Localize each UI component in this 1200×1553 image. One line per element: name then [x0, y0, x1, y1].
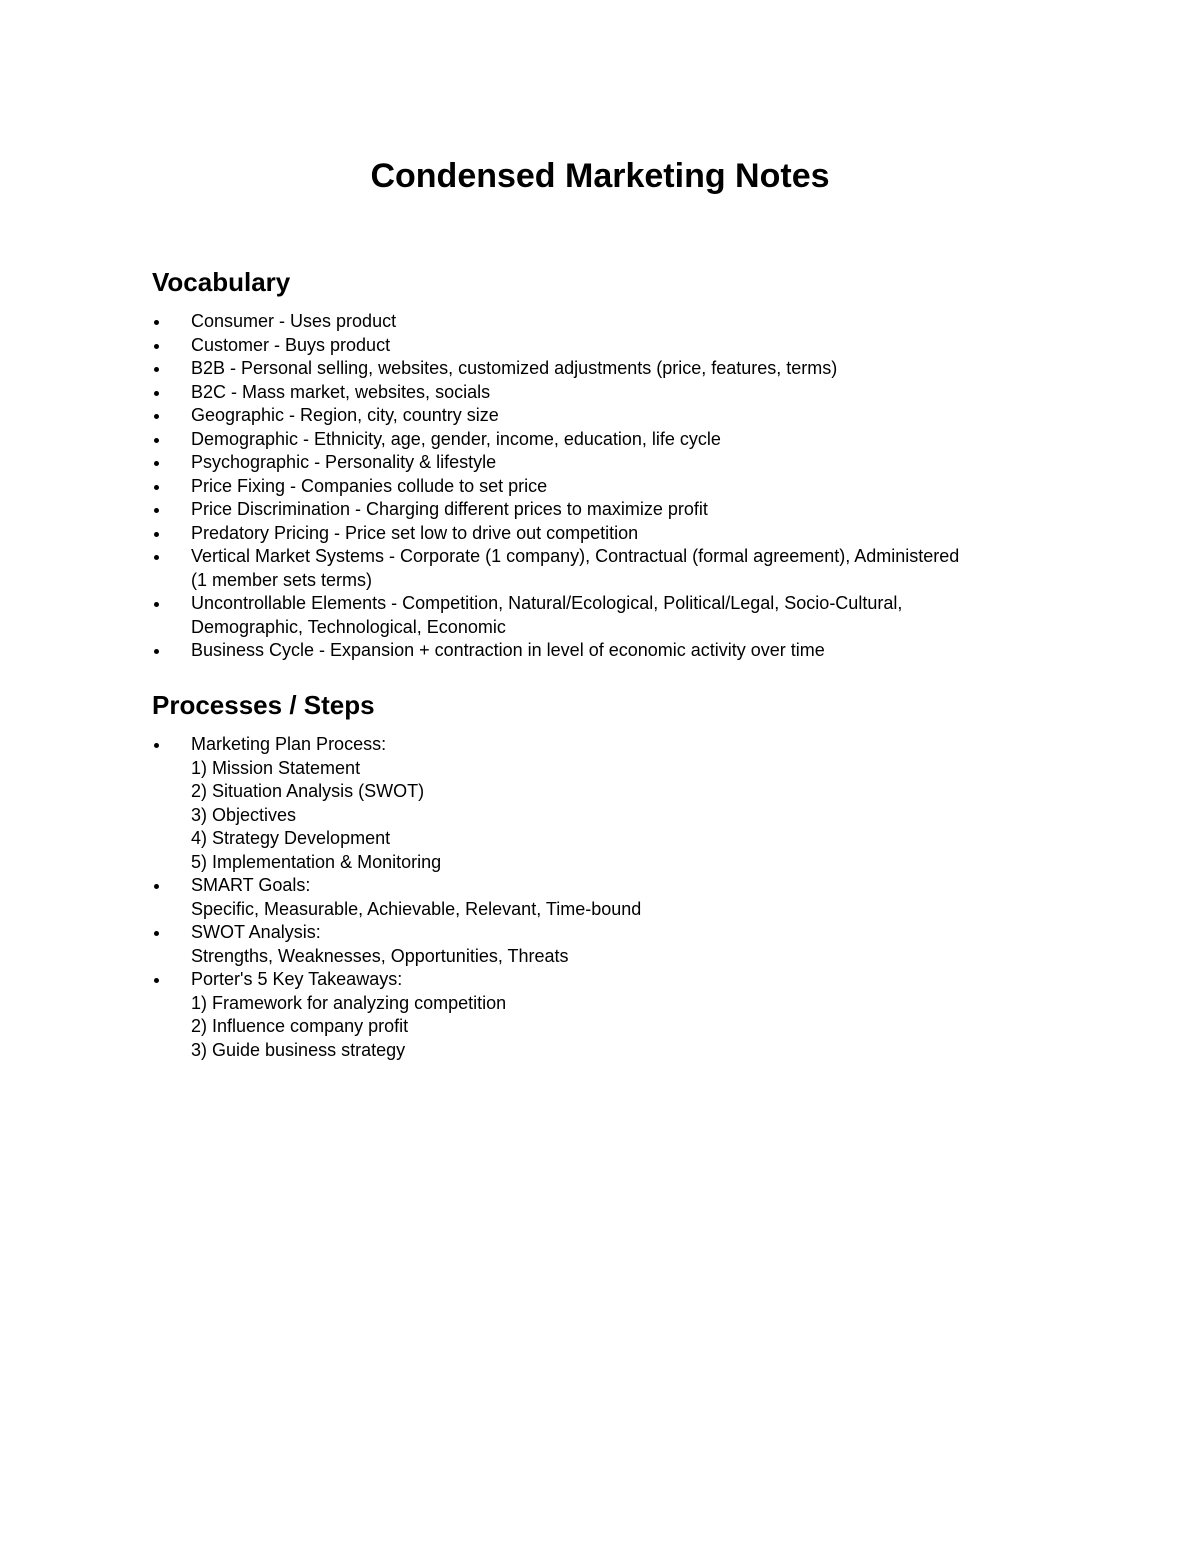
list-item-text: Predatory Pricing - Price set low to drive out competition [191, 522, 639, 543]
list-item-text: 3) Guide business strategy [191, 1039, 406, 1060]
bullet-icon [154, 978, 159, 983]
vocabulary-item [152, 381, 1052, 405]
list-item-text: Business Cycle - Expansion + contraction in level of economic activity over time [191, 640, 825, 660]
process-item [152, 733, 1052, 874]
bullet-icon [154, 344, 159, 349]
list-item-text: Vertical Market Systems - Corporate (1 company), Contractual (formal agreement), Administered [191, 546, 960, 566]
list-item-text: Price Discrimination - Charging different prices to maximize profit [191, 499, 708, 519]
process-item [152, 874, 1052, 921]
list-item-text: Porter's 5 Key Takeaways: [191, 969, 403, 989]
vocabulary-item [152, 639, 1052, 663]
list-item-text: (1 member sets terms) [191, 569, 373, 590]
process-item [152, 921, 1052, 968]
list-item-text: 1) Mission Statement [191, 757, 361, 778]
list-item-text: Price Fixing - Companies collude to set price [191, 475, 548, 496]
bullet-icon [154, 555, 159, 560]
vocabulary-item [152, 310, 1052, 334]
bullet-icon [154, 743, 159, 748]
list-item-text: Customer - Buys product [191, 334, 391, 355]
bullet-icon [154, 414, 159, 419]
vocabulary-item [152, 545, 1052, 592]
bullet-icon [154, 649, 159, 654]
bullet-icon [154, 438, 159, 443]
bullet-icon [154, 461, 159, 466]
list-item-text: Strengths, Weaknesses, Opportunities, Threats [191, 945, 569, 966]
bullet-icon [154, 367, 159, 372]
list-item-text: 5) Implementation & Monitoring [191, 851, 442, 872]
list-item-text: B2B - Personal selling, websites, customized adjustments (price, features, terms) [191, 358, 838, 378]
list-item-text: Geographic - Region, city, country size [191, 405, 499, 425]
vocabulary-item [152, 498, 1052, 522]
list-item-text: Demographic - Ethnicity, age, gender, income, education, life cycle [191, 428, 721, 449]
bullet-icon [154, 485, 159, 490]
list-item-text: Marketing Plan Process: [191, 734, 387, 754]
vocabulary-item [152, 357, 1052, 381]
vocabulary-item [152, 592, 1052, 639]
list-item-text: 1) Framework for analyzing competition [191, 992, 507, 1013]
bullet-icon [154, 508, 159, 513]
bullet-icon [154, 320, 159, 325]
list-item-text: 2) Influence company profit [191, 1016, 409, 1036]
vocabulary-heading: Vocabulary [152, 267, 291, 297]
list-item-text: B2C - Mass market, websites, socials [191, 381, 491, 402]
list-item-text: Psychographic - Personality & lifestyle [191, 452, 497, 472]
list-item-text: 4) Strategy Development [191, 828, 391, 848]
vocabulary-item [152, 404, 1052, 428]
list-item-text: 3) Objectives [191, 804, 297, 825]
bullet-icon [154, 884, 159, 889]
list-item-text: 2) Situation Analysis (SWOT) [191, 781, 425, 801]
processes-list [152, 733, 1052, 1062]
vocabulary-item [152, 475, 1052, 499]
list-item-text: SMART Goals: [191, 875, 311, 895]
bullet-icon [154, 602, 159, 607]
vocabulary-item [152, 334, 1052, 358]
bullet-icon [154, 391, 159, 396]
bullet-icon [154, 931, 159, 936]
vocabulary-item [152, 451, 1052, 475]
list-item-text: Consumer - Uses product [191, 311, 397, 331]
processes-heading: Processes / Steps [152, 690, 375, 720]
vocabulary-item [152, 428, 1052, 452]
vocabulary-item [152, 522, 1052, 546]
list-item-text: Uncontrollable Elements - Competition, Natural/Ecological, Political/Legal, Socio-Cultural, [191, 593, 903, 613]
list-item-text: SWOT Analysis: [191, 922, 321, 942]
bullet-icon [154, 532, 159, 537]
list-item-text: Specific, Measurable, Achievable, Relevant, Time-bound [191, 898, 642, 919]
vocabulary-list [152, 310, 1052, 663]
list-item-text: Demographic, Technological, Economic [191, 616, 506, 637]
process-item [152, 968, 1052, 1062]
document-title: Condensed Marketing Notes [370, 157, 830, 195]
